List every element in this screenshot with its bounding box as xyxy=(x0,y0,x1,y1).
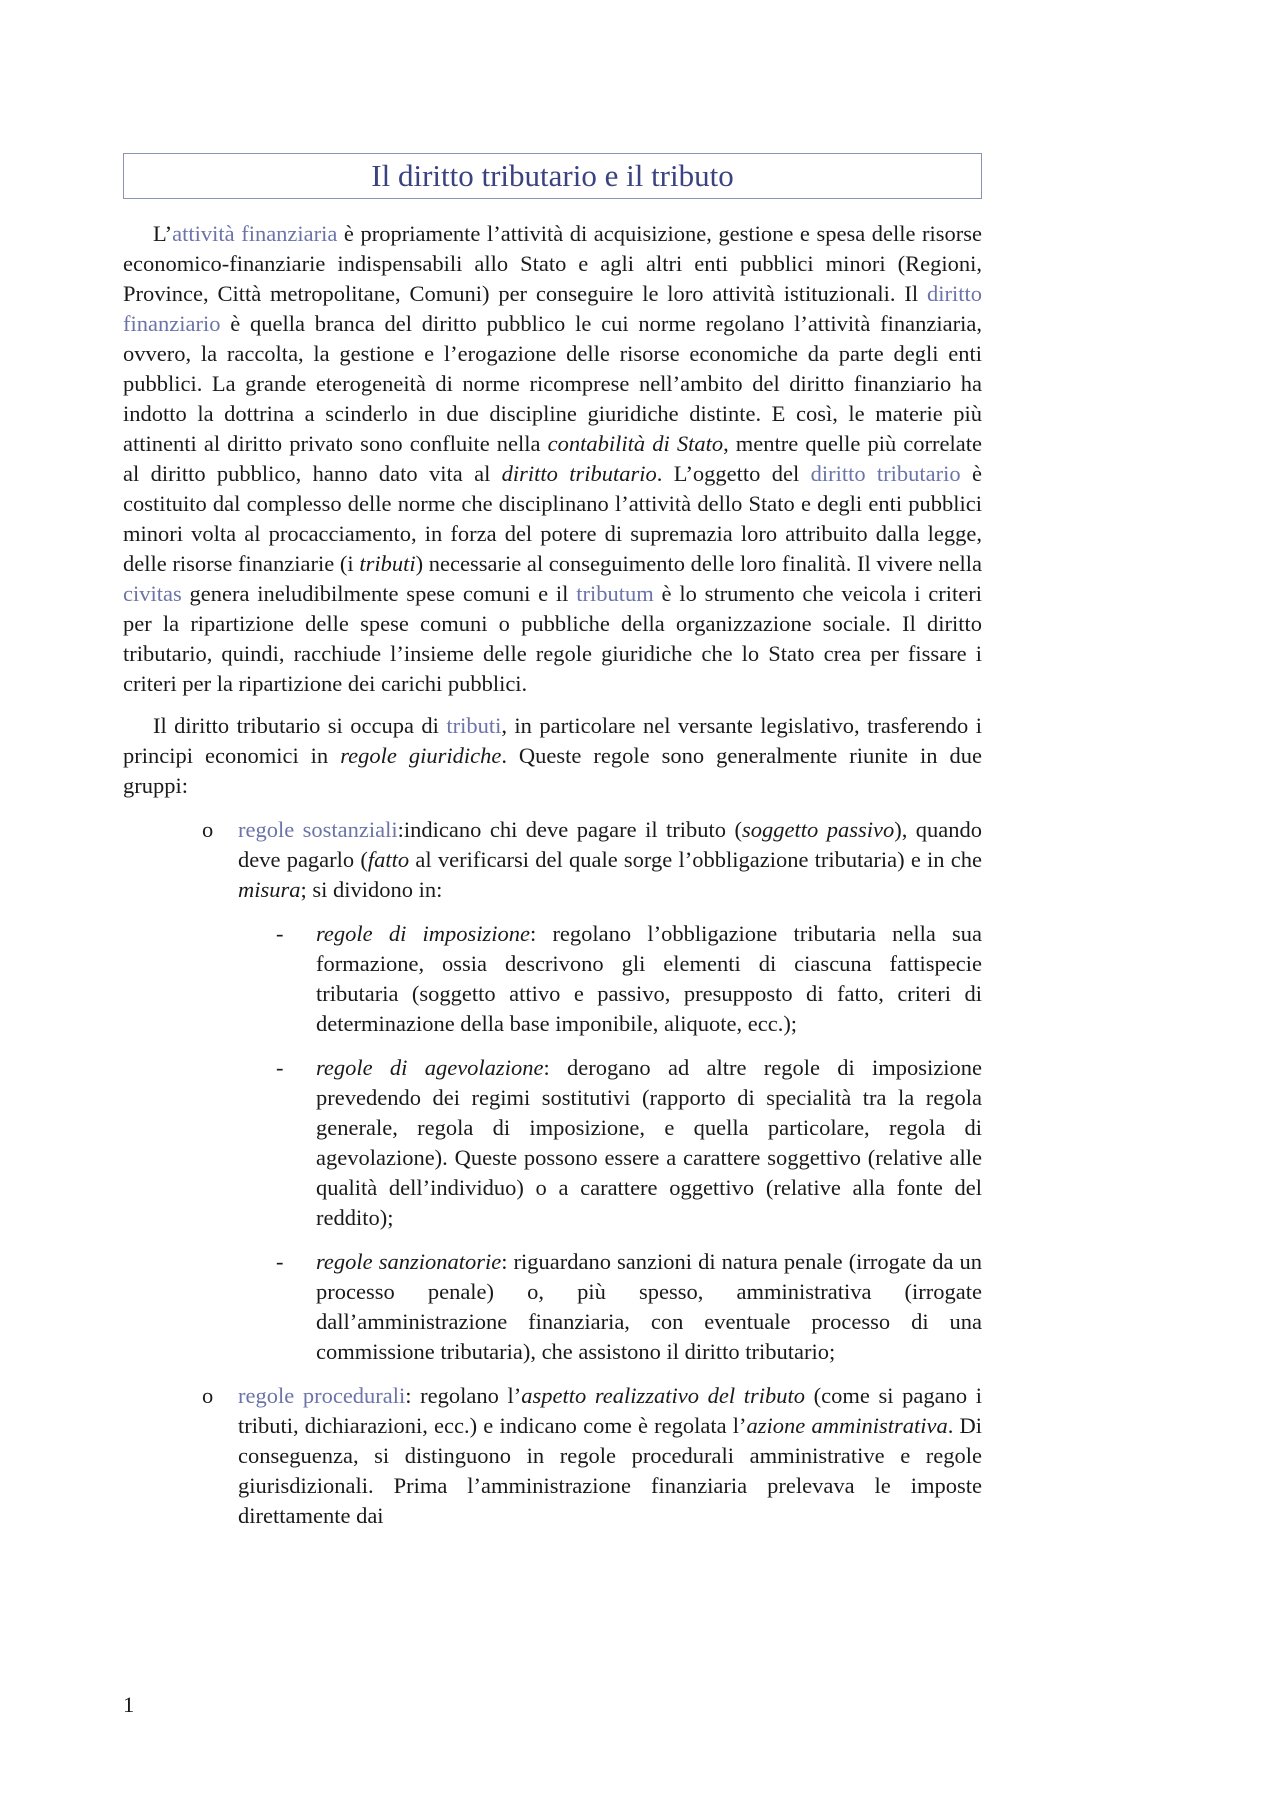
dash-bullet-icon: - xyxy=(276,1055,284,1080)
sub-item-text: regole di agevolazione: derogano ad altre regole di imposizione prevedendo dei regimi sostitutivi (rapporto di specialità tra la regola generale, regola di imposizione, e quella particolare, regola di agevolazione). Queste possono essere a carattere soggettivo (relative alle qualità dell’individuo) o a carattere oggettivo (relative alla fonte del reddito); xyxy=(316,1055,982,1230)
paragraph-regole: Il diritto tributario si occupa di tributi, in particolare nel versante legislativo, trasferendo i principi economici in regole giuridiche. Queste regole sono generalmente riunite in due gruppi: xyxy=(123,713,982,798)
page-number: 1 xyxy=(123,1692,135,1717)
term-diritto-tributario[interactable]: diritto tributario xyxy=(810,461,961,486)
sub-item-text: regole di imposizione: regolano l’obbligazione tributaria nella sua formazione, ossia descrivono gli elementi di ciascuna fattispecie tributaria (soggetto attivo e passivo, presupposto di fatto, criteri di determinazione della base imponibile, aliquote, ecc.); xyxy=(316,921,983,1036)
list-item-regole-sostanziali xyxy=(202,815,983,1367)
page-content xyxy=(123,153,982,1531)
dash-bullet-icon: - xyxy=(276,1249,284,1274)
sub-item-agevolazione xyxy=(276,1053,982,1233)
term-regole-procedurali[interactable]: regole procedurali xyxy=(238,1383,406,1408)
title-text: Il diritto tributario e il tributo xyxy=(371,158,734,193)
circle-bullet-icon: o xyxy=(202,817,214,842)
term-civitas[interactable]: civitas xyxy=(123,581,182,606)
emphasis-diritto-tributario: diritto tributario xyxy=(501,461,657,486)
term-regole-sostanziali[interactable]: regole sostanziali xyxy=(238,817,398,842)
sub-item-sanzionatorie xyxy=(276,1247,983,1367)
list-item-text: regole sostanziali:indicano chi deve pagare il tributo (soggetto passivo), quando deve pagarlo (fatto al verificarsi del quale sorge l’obbligazione tributaria) e in che misura; si dividono in: xyxy=(238,817,983,902)
emphasis-contabilita: contabilità di Stato xyxy=(547,431,724,456)
emphasis-tributi: tributi xyxy=(359,551,416,576)
sub-item-text: regole sanzionatorie: riguardano sanzioni di natura penale (irrogate da un processo penale) o, più spesso, amministrativa (irrogate dall’amministrazione finanziaria, con eventuale processo di una commissione tributaria), che assistono il diritto tributario; xyxy=(316,1249,983,1364)
sub-item-imposizione xyxy=(276,919,983,1039)
term-tributum[interactable]: tributum xyxy=(576,581,654,606)
circle-bullet-icon: o xyxy=(202,1383,214,1408)
paragraph-intro: L’attività finanziaria è propriamente l’attività di acquisizione, gestione e spesa delle risorse economico-finanziarie indispensabili allo Stato e agli altri enti pubblici minori (Regioni, Province, Città metropolitane, Comuni) per conseguire le loro attività istituzionali. Il diritto finanziario è quella branca del diritto pubblico le cui norme regolano l’attività finanziaria, ovvero, la raccolta, la gestione e l’erogazione delle risorse economiche da parte degli enti pubblici. La grande eterogeneità di norme ricomprese nell’ambito del diritto finanziario ha indotto la dottrina a scinderlo in due discipline giuridiche distinte. E così, le materie più attinenti al diritto privato sono confluite nella contabilità di Stato, mentre quelle più correlate al diritto pubblico, hanno dato vita al diritto tributario. L’oggetto del diritto tributario è costituito dal complesso delle norme che disciplinano l’attività dello Stato e degli enti pubblici minori volta al procacciamento, in forza del potere di supremazia loro attribuito dalla legge, delle risorse finanziarie (i tributi) necessarie al conseguimento delle loro finalità. Il vivere nella civitas genera ineludibilmente spese comuni e il tributum è lo strumento che veicola i criteri per la ripartizione delle spese comuni o pubbliche della organizzazione sociale. Il diritto tributario, quindi, racchiude l’insieme delle regole giuridiche che lo Stato crea per fissare i criteri per la ripartizione dei carichi pubblici. xyxy=(123,221,983,696)
term-attivita-finanziaria[interactable]: attività finanziaria xyxy=(172,221,338,246)
emphasis-regole-giuridiche: regole giuridiche xyxy=(340,743,502,768)
page-title xyxy=(123,153,982,199)
term-diritto-finanziario[interactable]: diritto finanziario xyxy=(123,281,982,336)
dash-bullet-icon: - xyxy=(276,921,284,946)
list-item-text: regole procedurali: regolano l’aspetto realizzativo del tributo (come si pagano i tributi, dichiarazioni, ecc.) e indicano come è regolata l’azione amministrativa. Di conseguenza, si distinguono in regole procedurali amministrative e regole giurisdizionali. Prima l’amministrazione finanziaria prelevava le imposte direttamente dai xyxy=(238,1383,983,1528)
list-item-regole-procedurali xyxy=(202,1381,983,1531)
term-tributi[interactable]: tributi xyxy=(446,713,502,738)
